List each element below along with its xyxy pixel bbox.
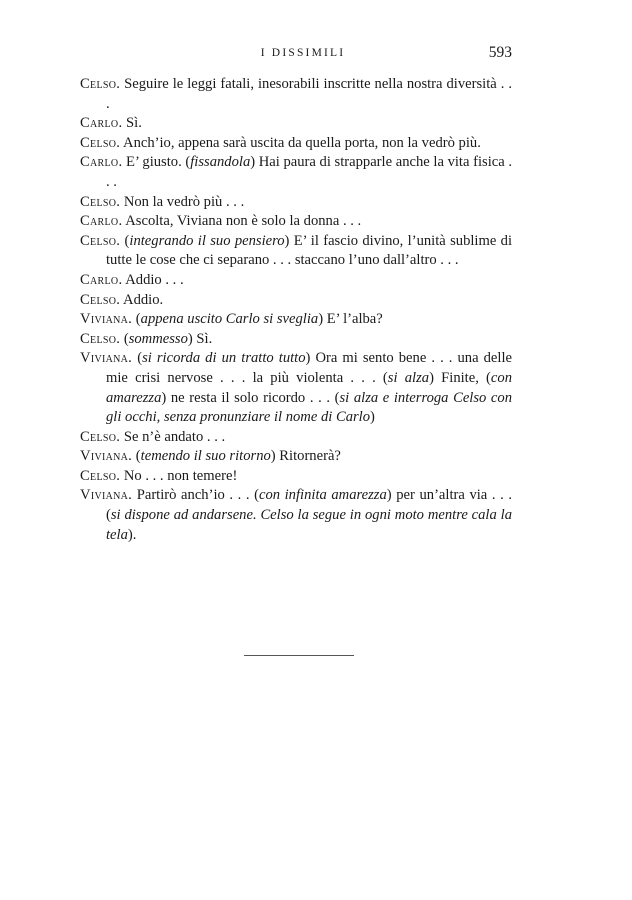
speaker-name: Celso.	[80, 428, 121, 445]
stage-direction: integrando il suo pensiero	[129, 232, 285, 249]
speaker-name: Celso.	[80, 467, 121, 484]
speech	[80, 193, 512, 213]
speech	[80, 447, 512, 467]
speech	[80, 428, 512, 448]
speaker-name: Carlo.	[80, 213, 123, 230]
speech-text: ).	[127, 526, 137, 543]
stage-direction: si alza	[387, 369, 430, 386]
speech-text: ) Hai paura di strapparle anche la vita fisica . . .	[106, 154, 513, 190]
speech-text: ) Finite, (	[429, 369, 491, 386]
speech-text: (	[132, 448, 141, 465]
speech-text: (	[120, 330, 129, 347]
speech-text: ) per un’altra via . . . (	[106, 487, 512, 524]
speech	[80, 134, 512, 154]
speech	[80, 486, 512, 545]
speech-text: Addio.	[120, 291, 164, 308]
speech	[80, 467, 512, 487]
speaker-name: Viviana.	[80, 350, 133, 367]
speaker-name: Carlo.	[80, 271, 123, 288]
speech-text: ) E’ il fascio divino, l’unità sublime di tutte le cose che ci separano . . . staccano l’uno dall’altro . . .	[106, 232, 512, 269]
stage-direction: si ricorda di un tratto tutto	[142, 350, 306, 367]
speaker-name: Celso.	[80, 291, 121, 308]
stage-direction: con amarezza	[106, 369, 512, 406]
speech	[80, 232, 512, 271]
speech-text: (	[132, 311, 141, 328]
stage-direction: sommesso	[128, 330, 188, 347]
stage-direction: appena uscito Carlo si sveglia	[140, 311, 319, 328]
speaker-name: Viviana.	[80, 448, 133, 465]
speech-text: Seguire le leggi fatali, inesorabili inscritte nella nostra diversità . . .	[106, 76, 512, 112]
speaker-name: Celso.	[80, 232, 121, 249]
speech	[80, 153, 512, 192]
speech	[80, 291, 512, 311]
speech-text: Ascolta, Viviana non è solo la donna . . .	[122, 213, 362, 230]
speech	[80, 212, 512, 232]
stage-direction: fissandola	[190, 154, 251, 171]
speech-text: Anch’io, appena sarà uscita da quella porta, non la vedrò più.	[120, 134, 481, 151]
speech-text: ) E’ l’alba?	[318, 311, 383, 328]
speaker-name: Carlo.	[80, 115, 123, 132]
speech	[80, 271, 512, 291]
speaker-name: Celso.	[80, 193, 121, 210]
dialogue-text	[80, 75, 512, 545]
speech	[80, 75, 512, 114]
speech-text: ) Sì.	[187, 330, 213, 347]
speech	[80, 349, 512, 427]
speech-text: No . . . non temere!	[120, 467, 238, 484]
speech	[80, 114, 512, 134]
speech	[80, 310, 512, 330]
speaker-name: Carlo.	[80, 154, 123, 171]
speaker-name: Celso.	[80, 330, 121, 347]
speech-text: (	[120, 232, 130, 249]
speaker-name: Celso.	[80, 76, 121, 92]
speech-text: Partirò anch’io . . . (	[132, 487, 259, 504]
speaker-name: Viviana.	[80, 487, 133, 504]
speech-text: ) ne resta il solo ricordo . . . (	[161, 389, 340, 406]
stage-direction: si alza e interroga Celso con gli occhi, senza pronunziare il nome di Carlo	[106, 389, 513, 426]
running-title: I DISSIMILI	[260, 47, 346, 59]
speaker-name: Viviana.	[80, 311, 133, 328]
end-divider	[244, 655, 354, 656]
stage-direction: temendo il suo ritorno	[140, 448, 271, 465]
speech	[80, 330, 512, 350]
speech-text: )	[370, 409, 375, 426]
speech-text: (	[132, 350, 143, 367]
speech-text: ) Ora mi sento bene . . . una delle mie crisi nervose . . . la più violenta . . . (	[106, 350, 512, 386]
speech-text: Addio . . .	[122, 271, 184, 288]
speech-text: ) Ritornerà?	[270, 448, 341, 465]
speech-text: Se n’è andato . . .	[120, 428, 226, 445]
speech-text: Sì.	[122, 115, 142, 132]
speech-text: Non la vedrò più . . .	[120, 193, 245, 210]
page-header	[80, 44, 512, 67]
speaker-name: Celso.	[80, 134, 121, 151]
page-number: 593	[488, 44, 512, 61]
speech-text: E’ giusto. (	[122, 154, 191, 171]
stage-direction: si dispone ad andarsene. Celso la segue in ogni moto mentre cala la tela	[106, 507, 512, 543]
stage-direction: con infinita amarezza	[258, 487, 387, 504]
